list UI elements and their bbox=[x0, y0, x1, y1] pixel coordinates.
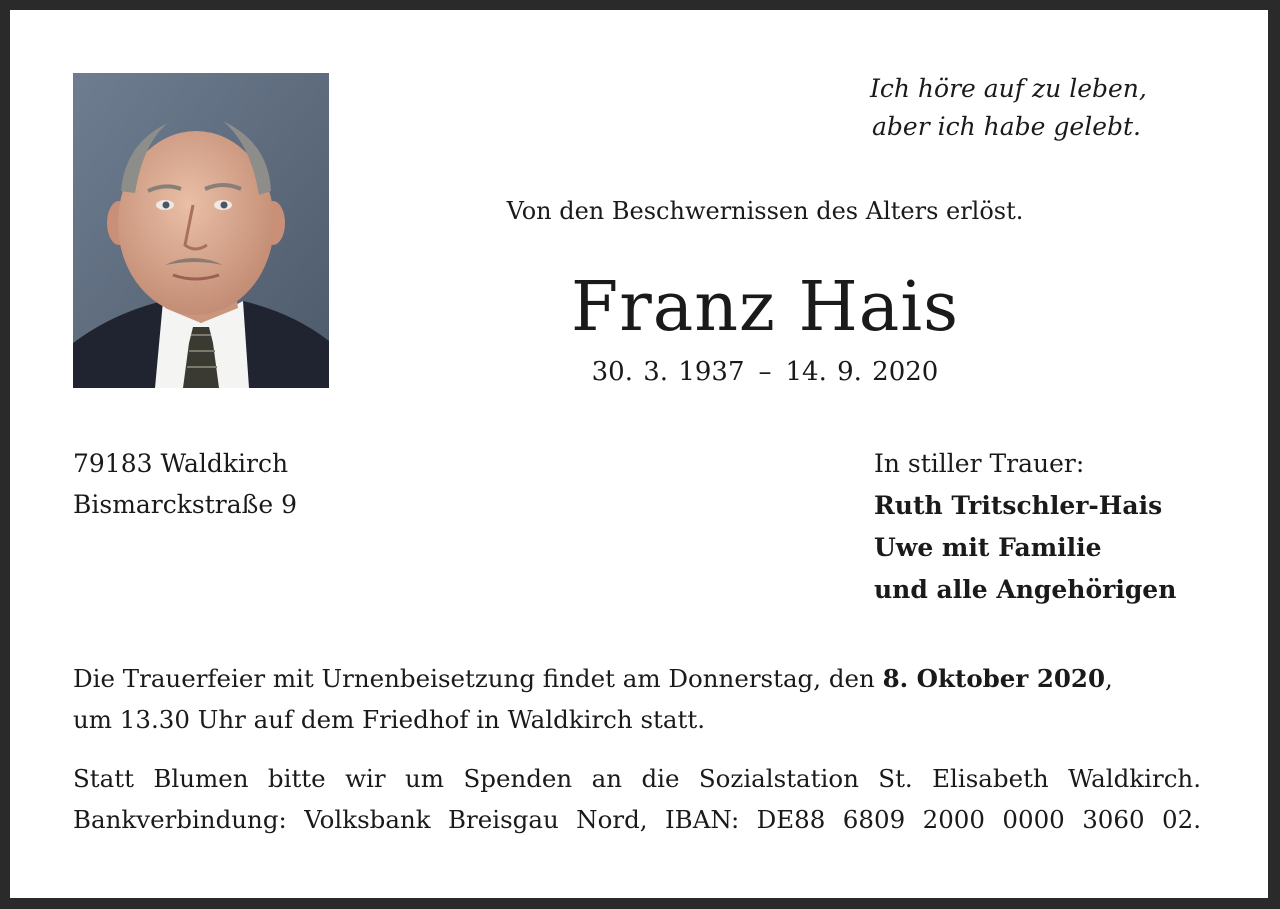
motto-line-1: Ich höre auf zu leben, bbox=[870, 74, 1147, 103]
obituary-notice bbox=[10, 10, 1268, 898]
donation-info bbox=[73, 758, 1201, 840]
motto-quote bbox=[870, 70, 1200, 146]
ceremony-info bbox=[73, 658, 1213, 740]
family-address bbox=[73, 443, 297, 525]
death-date: 14. 9. 2020 bbox=[785, 357, 939, 387]
mourner-name: und alle Angehörigen bbox=[874, 575, 1177, 604]
address-street: Bismarckstraße 9 bbox=[73, 490, 297, 519]
life-dates bbox=[390, 355, 1140, 389]
donation-line-2: Bankverbindung: Volksbank Breisgau Nord, IBAN: DE88 6809 2000 0000 3060 02. bbox=[73, 805, 1201, 834]
birth-date: 30. 3. 1937 bbox=[591, 357, 745, 387]
donation-line-1: Statt Blumen bitte wir um Spenden an die Sozialstation St. Elisabeth Waldkirch. bbox=[73, 764, 1201, 793]
mourners-block bbox=[874, 443, 1176, 611]
intro-text: Von den Beschwernissen des Alters erlöst. bbox=[506, 197, 1024, 225]
portrait-photo bbox=[73, 73, 329, 388]
deceased-name: Franz Hais bbox=[571, 268, 959, 347]
mourner-name: Uwe mit Familie bbox=[874, 533, 1102, 562]
date-dash: – bbox=[758, 357, 772, 387]
ceremony-comma: , bbox=[1105, 664, 1113, 693]
ceremony-line-2: um 13.30 Uhr auf dem Friedhof in Waldkirch statt. bbox=[73, 705, 705, 734]
address-city: 79183 Waldkirch bbox=[73, 449, 289, 478]
ceremony-text: Die Trauerfeier mit Urnenbeisetzung findet am Donnerstag, den bbox=[73, 664, 883, 693]
ceremony-line-1 bbox=[73, 658, 1213, 699]
ceremony-date: 8. Oktober 2020 bbox=[882, 664, 1106, 693]
mourners-heading: In stiller Trauer: bbox=[874, 449, 1085, 478]
mourner-name: Ruth Tritschler-Hais bbox=[874, 491, 1163, 520]
motto-line-2: aber ich habe gelebt. bbox=[872, 112, 1141, 141]
